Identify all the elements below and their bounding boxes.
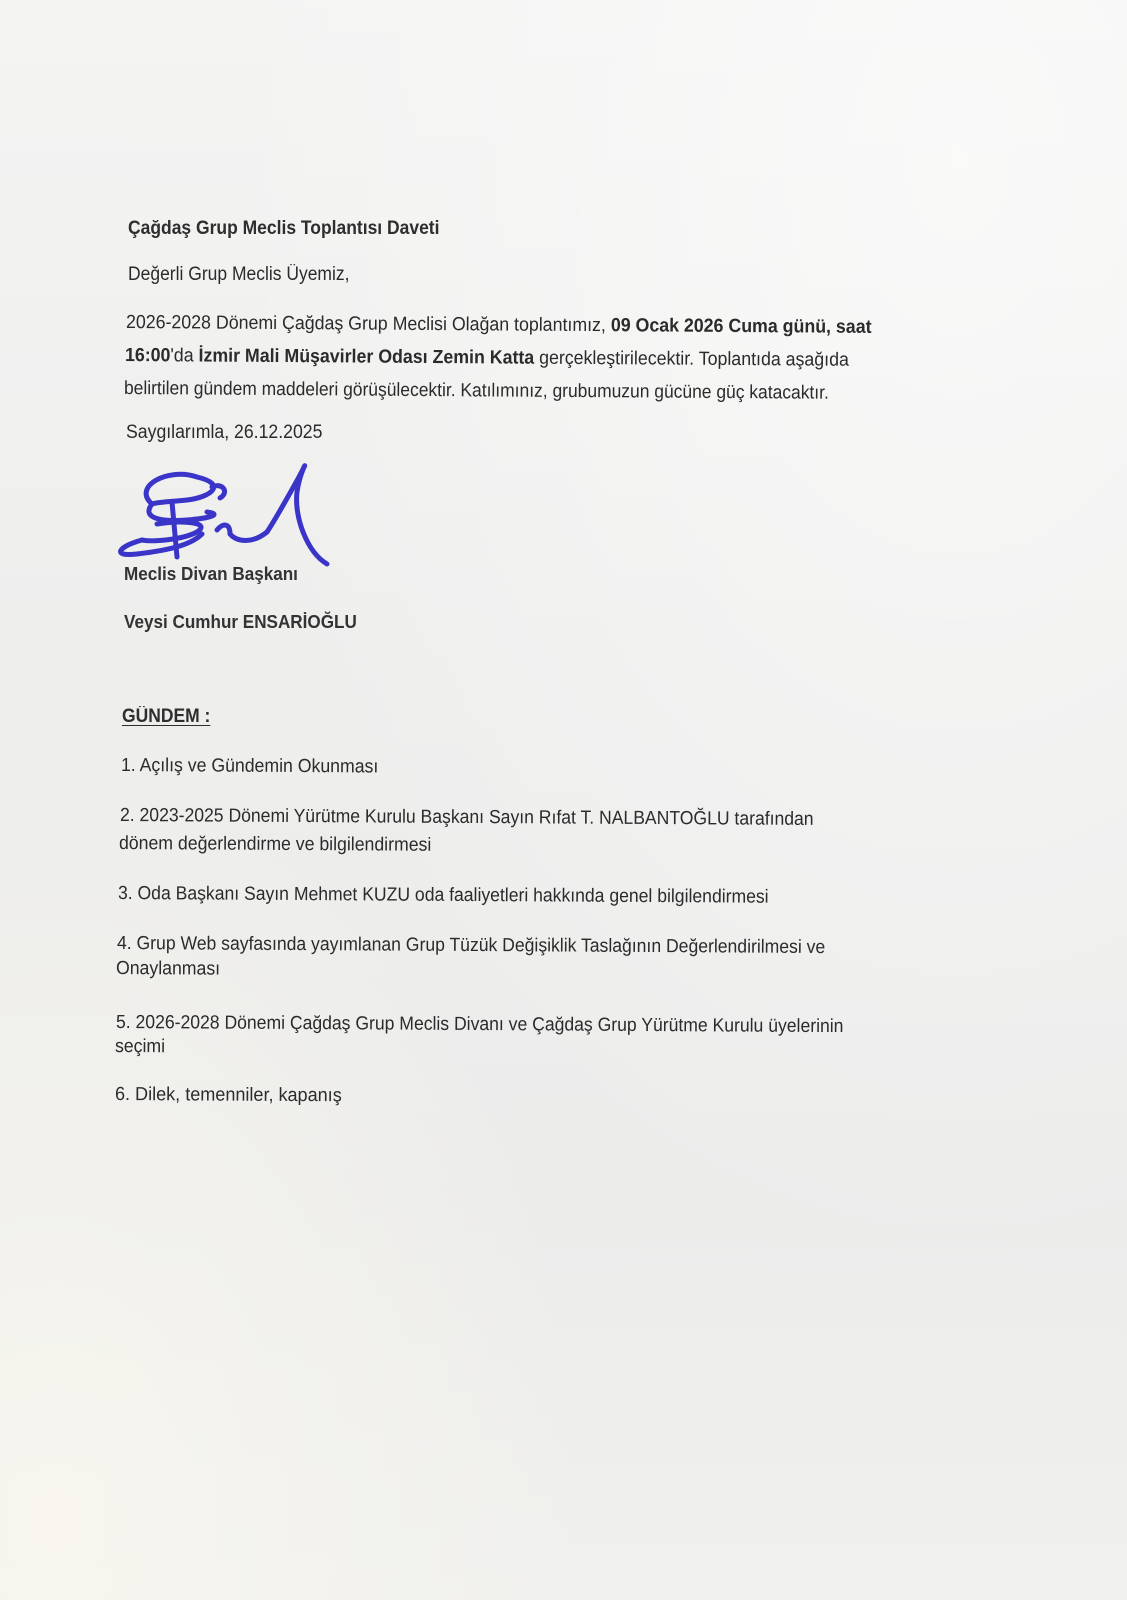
agenda-item-6: 6. Dilek, temenniler, kapanış bbox=[114, 1084, 342, 1107]
document-title: Çağdaş Grup Meclis Toplantısı Daveti bbox=[128, 218, 440, 239]
salutation: Değerli Grup Meclis Üyemiz, bbox=[128, 264, 350, 285]
body-text: gerçekleştirilecektir. Toplantıda aşağıda bbox=[534, 347, 849, 371]
agenda-item-4-line-2: Onaylanması bbox=[115, 958, 221, 980]
body-line-2 bbox=[125, 345, 849, 372]
meeting-date-time: 09 Ocak 2026 Cuma günü, saat bbox=[610, 315, 872, 338]
agenda-heading: GÜNDEM : bbox=[122, 706, 211, 727]
signatory-role: Meclis Divan Başkanı bbox=[124, 564, 298, 584]
signoff-date: Saygılarımla, 26.12.2025 bbox=[126, 422, 323, 443]
meeting-location: İzmir Mali Müşavirler Odası Zemin Katta bbox=[198, 345, 535, 369]
body-text: belirtilen gündem maddeleri görüşülecektir. Katılımınız, grubumuzun gücüne güç katacaktır. bbox=[123, 378, 829, 404]
agenda-item-2-line-2: dönem değerlendirme ve bilgilendirmesi bbox=[118, 833, 432, 856]
agenda-item-5-line-2: seçimi bbox=[114, 1036, 166, 1058]
body-text: 2026-2028 Dönemi Çağdaş Grup Meclisi Olağan toplantımız, bbox=[125, 312, 611, 337]
body-text: 'da bbox=[170, 345, 199, 367]
agenda-item-2-line-1: 2. 2023-2025 Dönemi Yürütme Kurulu Başkanı Sayın Rıfat T. NALBANTOĞLU tarafından bbox=[119, 805, 814, 830]
signature-icon bbox=[112, 462, 342, 572]
body-line-3 bbox=[124, 378, 829, 405]
meeting-time: 16:00 bbox=[124, 345, 171, 367]
agenda-item-4-line-1: 4. Grup Web sayfasında yayımlanan Grup Tüzük Değişiklik Taslağının Değerlendirilmesi ve bbox=[116, 933, 826, 959]
body-line-1 bbox=[126, 312, 872, 339]
agenda-item-5-line-1: 5. 2026-2028 Dönemi Çağdaş Grup Meclis Divanı ve Çağdaş Grup Yürütme Kurulu üyelerinin bbox=[115, 1012, 844, 1038]
agenda-item-3: 3. Oda Başkanı Sayın Mehmet KUZU oda faaliyetleri hakkında genel bilgilendirmesi bbox=[117, 883, 769, 908]
agenda-item-1: 1. Açılış ve Gündemin Okunması bbox=[120, 755, 379, 778]
signatory-name: Veysi Cumhur ENSARİOĞLU bbox=[124, 612, 357, 632]
